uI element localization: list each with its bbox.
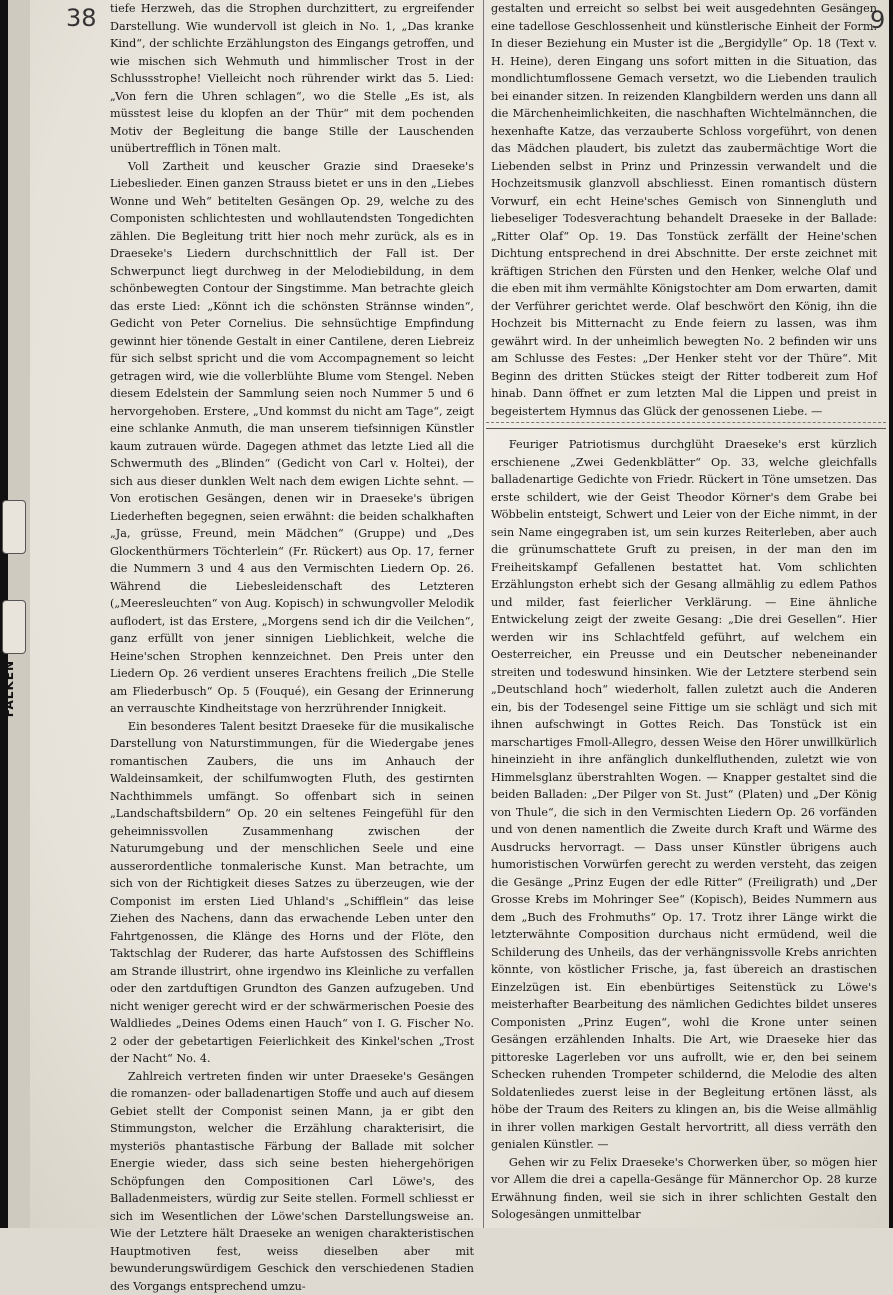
publisher-stamp: FALKEN [2,660,26,717]
column-divider [483,0,484,1228]
paragraph: Feuriger Patriotismus durchglüht Draeseke's erst kürzlich erschienene „Zwei Gedenkblätter“ Op. 33, welche gleichfalls balladenartige Gedichte von Friedr. Rückert in Töne umsetzen. Das erste schildert, wie der Geist Theodor Körner's dem Grabe bei Wöbbelin entsteigt, Schwert und Leier von der Eiche nimmt, in der sein Name eingegraben ist, um sein kurzes Reiterleben, aber auch die grünumschattete Gruft zu preisen, in der man den im Freiheitskampf Gefallenen bestattet hat. Vom schlichten Erzählungston erhebt sich der Gesang allmählig zu edlem Pathos und milder, fast feierlicher Verklärung. — Eine ähnliche Entwickelung zeigt der zweite Gesang: „Die drei Gesellen“. Hier werden wir ins Schlachtfeld geführt, auf welchem ein Oesterreicher, ein Preusse und ein Deutscher nebeneinander streiten und todeswund hinsinken. Wie der Letztere sterbend sein „Deutschland hoch“ wiederholt, fallen zuletzt auch die Anderen ein, bis der Todesengel seine Fittige um sie schlägt und sich mit ihnen aufschwingt in Gottes Reich. Das Tonstück ist ein marschartiges Fmoll-Allegro, dessen Weise den Hörer unwillkürlich hineinzieht in ihre anfänglich dunkelfluthenden, zuletzt wie von Himmelsglanz überstrahlten Wogen. — Knapper gestaltet sind die beiden Balladen: „Der Pilger von St. Just“ (Platen) und „Der König von Thule“, die sich in den Vermischten Liedern Op. 26 vorfänden und von denen namentlich die Zweite durch Kraft und Wärme des Ausdrucks hervorragt. — Dass unser Künstler übrigens auch humoristischen Vorwürfen gerecht zu werden versteht, das zeigen die Gesänge „Prinz Eugen der edle Ritter“ (Freiligrath) und „Der Grosse Krebs im Mohringer See“ (Kopisch), Beides Nummern aus dem „Buch des Frohmuths“ Op. 17. Trotz ihrer Länge wirkt die letzterwähnte Composition durchaus nicht ermüdend, weil die Schilderung des Unheils, das der verhängnissvolle Krebs anrichten könnte, von köstlicher Frische, ja, fast übereich an drastischen Einzelzügen ist. Ein ebenbürtiges Seitenstück zu Löwe's meisterhafter Bearbeitung des nämlichen Gedichtes bildet unseres Componisten „Prinz Eugen“, wohl die Krone unter seinen Gesängen erzählenden Inhalts. Die Art, wie Draeseke hier das pittoreske Lagerleben vor uns aufrollt, wie er, den bei seinem Schecken ruhenden Trompeter schildernd, die Melodie des alten Soldatenliedes zuerst leise in der Begleitung ertönen lässt, als höbe der Traum des Reiters zu klingen an, bis die Weise allmählig in ihrer vollen markigen Gestalt hervortritt, all diess verräth den genialen Künstler. — [491,436,877,1154]
binding-tab [2,500,26,554]
right-bottom-column [491,436,877,1228]
page-number-right: 9 [870,6,885,34]
page-number-left: 38 [66,4,97,32]
paragraph: Ein besonderes Talent besitzt Draeseke für die musikalische Darstellung von Naturstimmungen, für die Wiedergabe jenes romantischen Zaubers, die uns im Anhauch der Waldeinsamkeit, der schilfumwogten Fluth, des gestirnten Nachthimmels umfängt. So offenbart sich in seinen „Landschaftsbildern“ Op. 20 ein seltenes Feingefühl für den geheimnissvollen Zusammenhang zwischen der Naturumgebung und der menschlichen Seele und eine ausserordentliche tonmalerische Kunst. Man betrachte, um sich von der Richtigkeit dieses Satzes zu überzeugen, wie der Componist im ersten Lied Uhland's „Schifflein“ das leise Ziehen des Nachens, dann das erwachende Leben unter den Fahrtgenossen, die Klänge des Horns und der Flöte, den Taktschlag der Ruderer, das harte Aufstossen des Schiffleins am Strande illustrirt, ohne irgendwo ins Kleinliche zu verfallen oder den zartduftigen Grundton des Ganzen aufzugeben. Und nicht weniger gerecht wird er der schwärmerischen Poesie des Waldliedes „Deines Odems einen Hauch“ von I. G. Fischer No. 2 oder der gebetartigen Feierlichkeit des Kinkel'schen „Trost der Nacht“ No. 4. [110,718,474,1068]
right-top-column [491,0,877,415]
section-rule [486,428,886,429]
paragraph: Voll Zartheit und keuscher Grazie sind Draeseke's Liebeslieder. Einen ganzen Strauss bietet er uns in den „Liebes Wonne und Weh“ betitelten Gesängen Op. 29, welche zu des Componisten schlichtesten und wohllautendsten Tongedichten zählen. Die Begleitung tritt hier noch mehr zurück, als es in Draeseke's Liedern durchschnittlich der Fall ist. Der Schwerpunct liegt durchweg in der Melodiebildung, in dem schönbewegten Contour der Singstimme. Man betrachte gleich das erste Lied: „Könnt ich die schönsten Strännse winden“, Gedicht von Peter Cornelius. Die sehnsüchtige Empfindung gewinnt hier tönende Gestalt in einer Cantilene, deren Liebreiz für sich selbst spricht und die vom Accompagnement so leicht getragen wird, wie die vollerblühte Blume vom Stengel. Neben diesem Edelstein der Sammlung seien noch Nummer 5 und 6 hervorgehoben. Erstere, „Und kommst du nicht am Tage“, zeigt eine schlanke Anmuth, die man unserem tiefsinnigen Künstler kaum zutrauen würde. Dagegen athmet das letzte Lied all die Schwermuth des „Blinden“ (Gedicht von Carl v. Holtei), der sich aus dieser dunklen Welt nach dem ewigen Lichte sehnt. — Von erotischen Gesängen, denen wir in Draeseke's übrigen Liederheften begegnen, seien erwähnt: die beiden schalkhaften „Ja, grüsse, Freund, mein Mädchen“ (Gruppe) und „Des Glockenthürmers Töchterlein“ (Fr. Rückert) aus Op. 17, ferner die Nummern 3 und 4 aus den Vermischten Liedern Op. 26. Während die Liebesleidenschaft des Letzteren („Meeresleuchten“ von Aug. Kopisch) in schwungvoller Melodik auflodert, ist das Erstere, „Morgens send ich dir die Veilchen“, ganz erfüllt von jener sinnigen Lieblichkeit, welche die Heine'schen Strophen kennzeichnet. Den Preis unter den Liedern Op. 26 verdient unseres Erachtens freilich „Die Stelle am Fliederbusch“ Op. 5 (Fouqué), ein Gesang der Erinnerung an verrauschte Kindheitstage von herzrührender Innigkeit. [110,158,474,718]
paragraph: tiefe Herzweh, das die Strophen durchzittert, zu ergreifender Darstellung. Wie wundervoll ist gleich in No. 1, „Das kranke Kind“, der schlichte Erzählungston des Eingangs getroffen, und wie mischen sich Wehmuth und himmlischer Trost in der Schlussstrophe! Vielleicht noch rührender wirkt das 5. Lied: „Von fern die Uhren schlagen“, wo die Stelle „Es ist, als müsstest leise du klopfen an der Thür“ mit dem pochenden Motiv der Begleitung die bange Stille der Lauschenden unübertrefflich in Tönen malt. [110,0,474,158]
left-column [110,0,474,1228]
paragraph: Gehen wir zu Felix Draeseke's Chorwerken über, so mögen hier vor Allem die drei a capella-Gesänge für Männerchor Op. 28 kurze Erwähnung finden, weil sie sich in ihrer schlichten Gestalt den Sologesängen unmittelbar [491,1154,877,1224]
binding-tab [2,600,26,654]
clipping-separator [486,422,886,423]
page-edge [889,0,893,1228]
paragraph: Zahlreich vertreten finden wir unter Draeseke's Gesängen die romanzen- oder balladenartigen Stoffe und auch auf diesem Gebiet stellt der Componist seinen Mann, ja er gibt den Stimmungston, welcher die Erzählung charakterisirt, die mysteriös phantastische Färbung der Ballade mit solcher Energie wieder, dass sich seine besten hiehergehörigen Schöpfungen den Compositionen Carl Löwe's, des Balladenmeisters, würdig zur Seite stellen. Formell schliesst er sich im Wesentlichen der Löwe'schen Darstellungsweise an. Wie der Letztere hält Draeseke an wenigen charakteristischen Hauptmotiven fest, weiss dieselben aber mit bewunderungswürdigem Geschick den verschiedenen Stadien des Vorgangs entsprechend umzu- [110,1068,474,1295]
paragraph: gestalten und erreicht so selbst bei weit ausgedehnten Gesängen eine tadellose Geschlossenheit und künstlerische Einheit der Form. In dieser Beziehung ein Muster ist die „Bergidylle“ Op. 18 (Text v. H. Heine), deren Eingang uns sofort mitten in die Situation, das mondlichtumflossene Gemach versetzt, wo die Liebenden traulich bei einander sitzen. In reizenden Klangbildern werden uns dann all die Märchenheimlichkeiten, die naschhaften Wichtelmännchen, die hexenhafte Katze, das verzauberte Schloss vorgeführt, von denen das Mädchen plaudert, bis zuletzt das zaubermächtige Wort die Liebenden selbst in Prinz und Prinzessin verwandelt und die Hochzeitsmusik glanzvoll abschliesst. Einen romantisch düstern Vorwurf, ein echt Heine'sches Gemisch von Sinnengluth und liebeseliger Todesverachtung behandelt Draeseke in der Ballade: „Ritter Olaf“ Op. 19. Das Tonstück zerfällt der Heine'schen Dichtung entsprechend in drei Abschnitte. Der erste zeichnet mit kräftigen Strichen den Fürsten und den Henker, welche Olaf und die eben mit ihm vermählte Königstochter am Dom erwarten, damit der Verführer gerichtet werde. Olaf beschwört den König, ihn die Hochzeit bis Mitternacht zu Ende feiern zu lassen, was ihm gewährt wird. In der unheimlich bewegten No. 2 befinden wir uns am Schlusse des Festes: „Der Henker steht vor der Thüre“. Mit Beginn des dritten Stückes steigt der Ritter todbereit zum Hof hinab. Dann öffnet er zum letzten Mal die Lippen und preist in begeistertem Hymnus das Glück der genossenen Liebe. — [491,0,877,420]
